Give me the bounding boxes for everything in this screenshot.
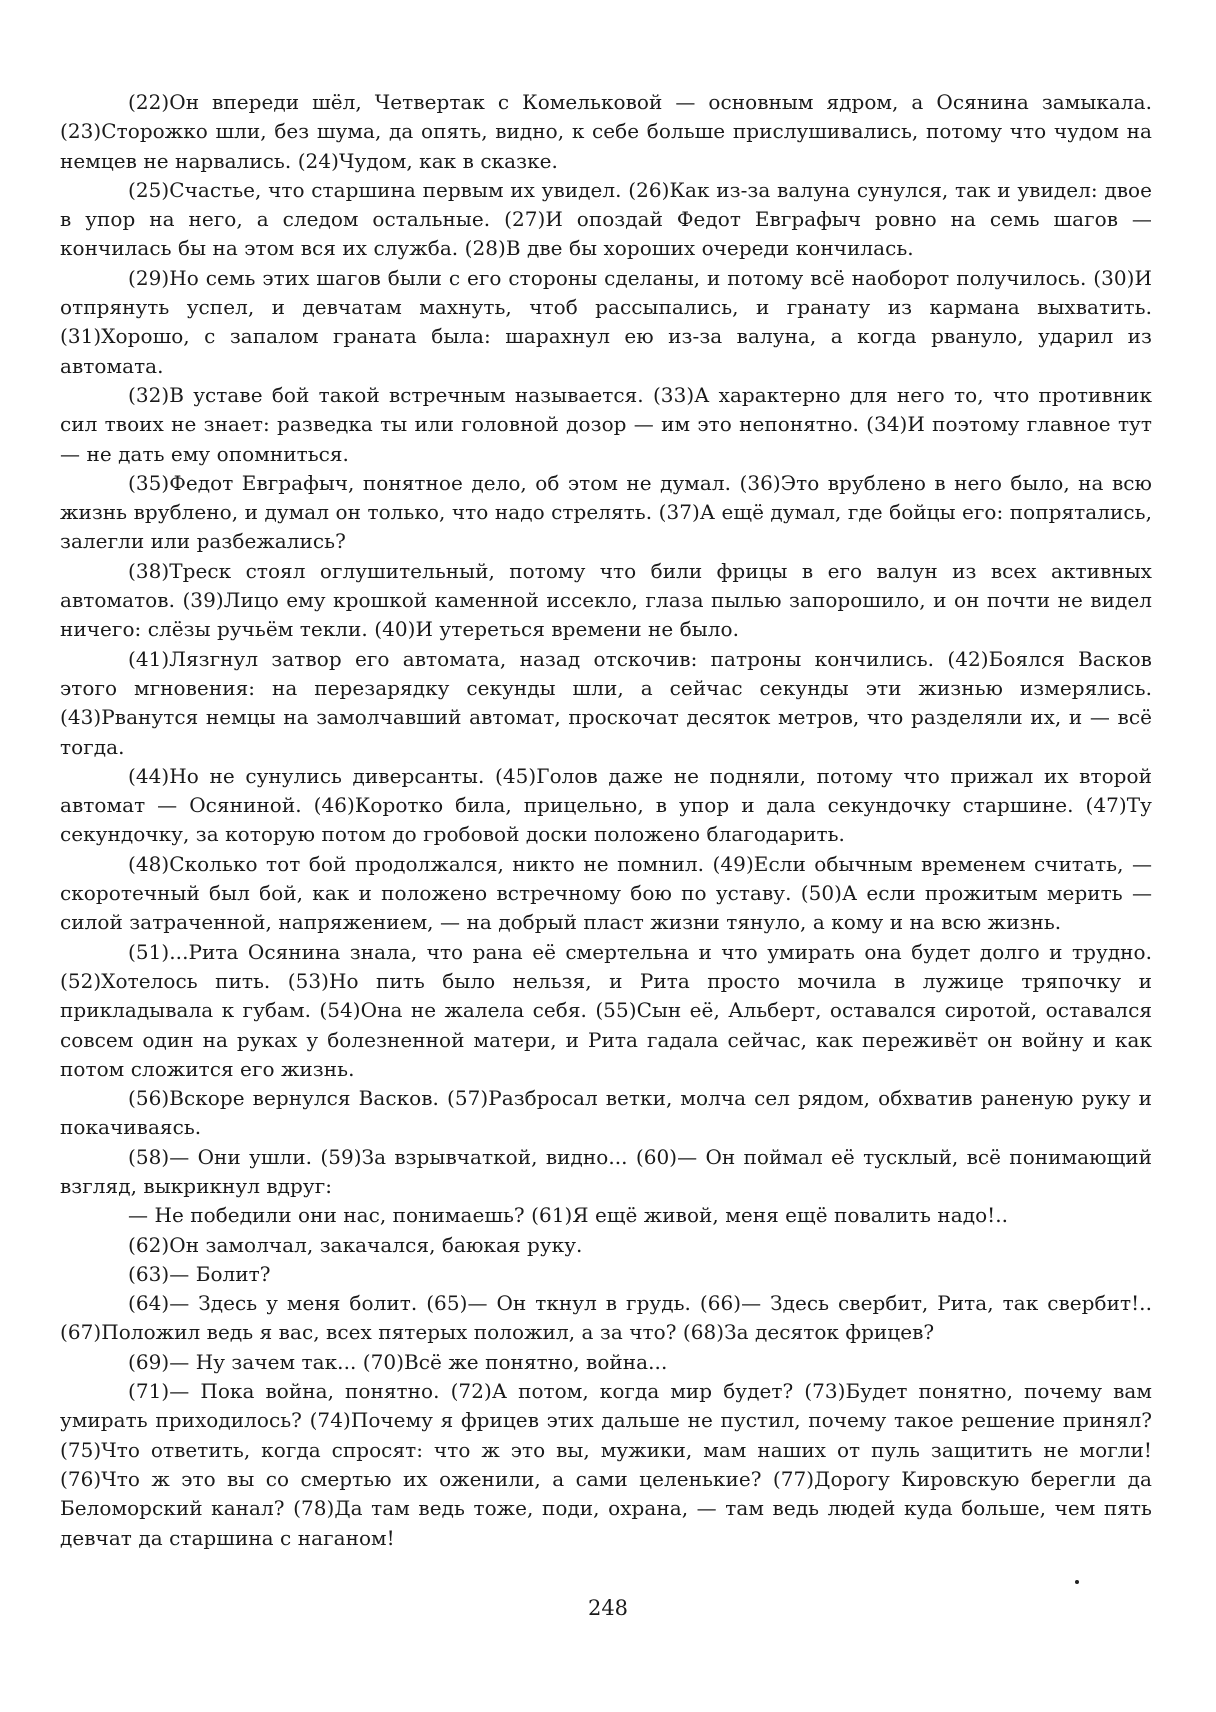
paragraph-51-55: (51)...Рита Осянина знала, что рана её смертельна и что умирать она будет долго и трудно. (52)Хотелось пить. (53)Но пить было нельзя, и Рита просто мочила в лужице тряпочку и прикладывала к губам. (54)Она не жалела себя. (55)Сын её, Альберт, оставался сиротой, оставался совсем один на руках у болезненной матери, и Рита гадала сейчас, как переживёт он войну и как потом сложится его жизнь. — [60, 939, 1152, 1081]
paragraph-56-57: (56)Вскоре вернулся Васков. (57)Разбросал ветки, молча сел рядом, обхватив раненую руку и покачиваясь. — [60, 1086, 1152, 1140]
paragraph-48-50: (48)Сколько тот бой продолжался, никто не помнил. (49)Если обычным временем считать, — скоротечный был бой, как и положено встречному бою по уставу. (50)А если прожитым мерить — силой затраченной, напряжением, — на добрый пласт жизни тянуло, а кому и на всю жизнь. — [60, 851, 1152, 935]
paragraph-22-24: (22)Он впереди шёл, Четвертак с Комельковой — основным ядром, а Осянина замыкала. (23)Сторожко шли, без шума, да опять, видно, к себе больше прислушивались, потому что чудом на немцев не нарвались. (24)Чудом, как в сказке. — [60, 90, 1152, 173]
paragraph-35-37: (35)Федот Евграфыч, понятное дело, об этом не думал. (36)Это врублено в него было, на всю жизнь врублено, и думал он только, что надо стрелять. (37)А ещё думал, где бойцы его: попрятались, залегли или разбежались? — [60, 470, 1152, 554]
page-number: 248 — [587, 1596, 629, 1620]
paragraph-41-43: (41)Лязгнул затвор его автомата, назад отскочив: патроны кончились. (42)Боялся Васков этого мгновения: на перезарядку секунды шли, а сейчас секунды эти жизнью измерялись. (43)Рванутся немцы на замолчавший автомат, проскочат десяток метров, что разделяли их, и — всё тогда. — [60, 646, 1152, 759]
paragraph-29-31: (29)Но семь этих шагов были с его стороны сделаны, и потому всё наоборот получилось. (30)И отпрянуть успел, и девчатам махнуть, чтоб рассыпались, и гранату из кармана выхватить. (31)Хорошо, с запалом граната была: шарахнул ею из-за валуна, а когда рвануло, ударил из автомата. — [60, 265, 1152, 378]
scan-speck — [1075, 1580, 1079, 1584]
paragraph-58-60: (58)— Они ушли. (59)За взрывчаткой, видно... (60)— Он поймал её тусклый, всё понимающий взгляд, выкрикнул вдруг: — [60, 1144, 1152, 1198]
paragraph-69-70: (69)— Ну зачем так... (70)Всё же понятно, война... — [128, 1349, 668, 1374]
paragraph-62: (62)Он замолчал, закачался, баюкая руку. — [128, 1232, 583, 1257]
paragraph-38-40: (38)Треск стоял оглушительный, потому что били фрицы в его валун из всех активных автоматов. (39)Лицо ему крошкой каменной иссекло, глаза пылью запорошило, и он почти не видел ничего: слёзы ручьём текли. (40)И утереться времени не было. — [60, 558, 1152, 642]
paragraph-60-61: — Не победили они нас, понимаешь? (61)Я ещё живой, меня ещё повалить надо!.. — [128, 1203, 1009, 1228]
paragraph-32-34: (32)В уставе бой такой встречным называется. (33)А характерно для него то, что противник сил твоих не знает: разведка ты или головной дозор — им это непонятно. (34)И поэтому главное тут — не дать ему опомниться. — [60, 382, 1152, 466]
page-body — [60, 88, 1152, 1553]
paragraph-64-68: (64)— Здесь у меня болит. (65)— Он ткнул в грудь. (66)— Здесь свербит, Рита, так свербит!.. (67)Положил ведь я вас, всех пятерых положил, а за что? (68)За десяток фрицев? — [60, 1291, 1152, 1345]
paragraph-71-78: (71)— Пока война, понятно. (72)А потом, когда мир будет? (73)Будет понятно, почему вам умирать приходилось? (74)Почему я фрицев этих дальше не пустил, почему такое решение принял? (75)Что ответить, когда спросят: что ж это вы, мужики, мам наших от пуль защитить не могли! (76)Что ж это вы со смертью их оженили, а сами целенькие? (77)Дорогу Кировскую берегли да Беломорский канал? (78)Да там ведь тоже, поди, охрана, — там ведь людей куда больше, чем пять девчат да старшина с наганом! — [60, 1379, 1152, 1550]
paragraph-25-28: (25)Счастье, что старшина первым их увидел. (26)Как из-за валуна сунулся, так и увидел: двое в упор на него, а следом остальные. (27)И опоздай Федот Евграфыч ровно на семь шагов — кончилась бы на этом вся их служба. (28)В две бы хороших очереди кончилась. — [60, 177, 1152, 261]
paragraph-63: (63)— Болит? — [128, 1261, 271, 1286]
paragraph-44-47: (44)Но не сунулись диверсанты. (45)Голов даже не подняли, потому что прижал их второй автомат — Осяниной. (46)Коротко била, прицельно, в упор и дала секундочку старшине. (47)Ту секундочку, за которую потом до гробовой доски положено благодарить. — [60, 763, 1152, 847]
